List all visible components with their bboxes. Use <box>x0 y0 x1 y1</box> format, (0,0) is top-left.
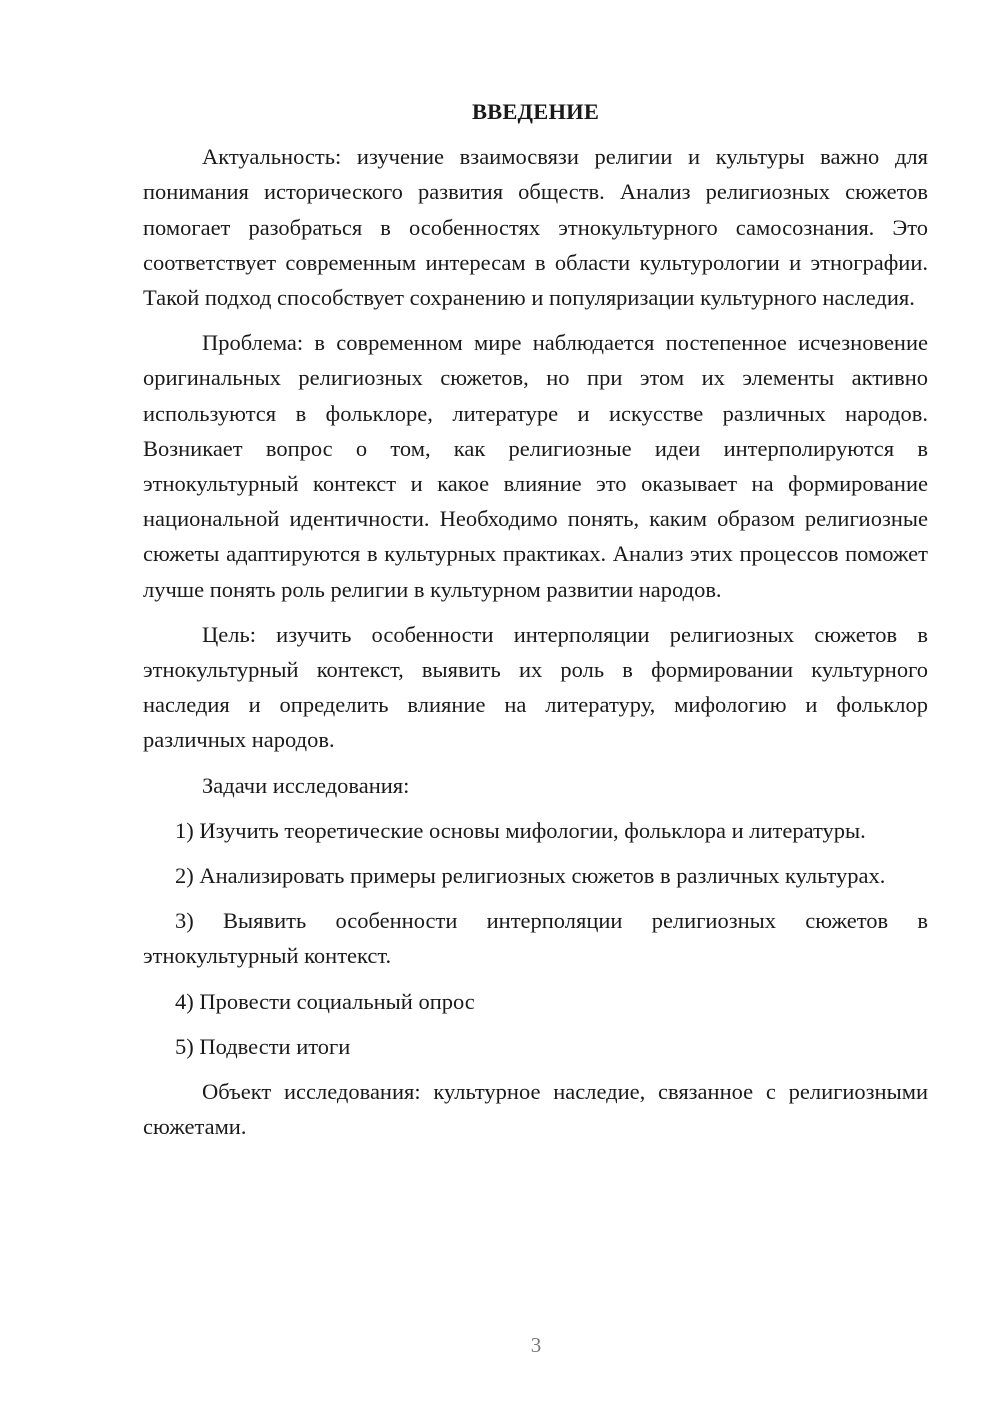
page-content <box>143 94 928 1154</box>
task-item-2: 2) Анализировать примеры религиозных сюжетов в различных культурах. <box>175 863 886 889</box>
paragraph-relevance: Актуальность: изучение взаимосвязи религии и культуры важно для понимания исторического развития обществ. Анализ религиозных сюжетов помогает разобраться в особенностях этнокультурного самосознания. Это соответствует современным интересам в области культурологии и этнографии. Такой подход способствует сохранению и популяризации культурного наследия. <box>143 144 928 311</box>
page-number: 3 <box>530 1333 542 1357</box>
paragraph-goal: Цель: изучить особенности интерполяции религиозных сюжетов в этнокультурный контекст, выявить их роль в формировании культурного наследия и определить влияние на литературу, мифологию и фольклор различных народов. <box>143 621 928 753</box>
task-item-4: 4) Провести социальный опрос <box>175 988 475 1014</box>
tasks-heading: Задачи исследования: <box>202 772 410 798</box>
task-item-3: 3) Выявить особенности интерполяции религиозных сюжетов в этнокультурный контекст. <box>143 908 928 969</box>
section-title: ВВЕДЕНИЕ <box>471 99 600 124</box>
task-item-1: 1) Изучить теоретические основы мифологии, фольклора и литературы. <box>175 817 866 843</box>
task-item-5: 5) Подвести итоги <box>175 1033 351 1059</box>
paragraph-problem: Проблема: в современном мире наблюдается постепенное исчезновение оригинальных религиозных сюжетов, но при этом их элементы активно используются в фольклоре, литературе и искусстве различных народов. Возникает вопрос о том, как религиозные идеи интерполируются в этнокультурный контекст и какое влияние это оказывает на формирование национальной идентичности. Необходимо понять, каким образом религиозные сюжеты адаптируются в культурных практиках. Анализ этих процессов поможет лучше понять роль религии в культурном развитии народов. <box>143 330 928 602</box>
paragraph-object: Объект исследования: культурное наследие, связанное с религиозными сюжетами. <box>143 1079 928 1140</box>
